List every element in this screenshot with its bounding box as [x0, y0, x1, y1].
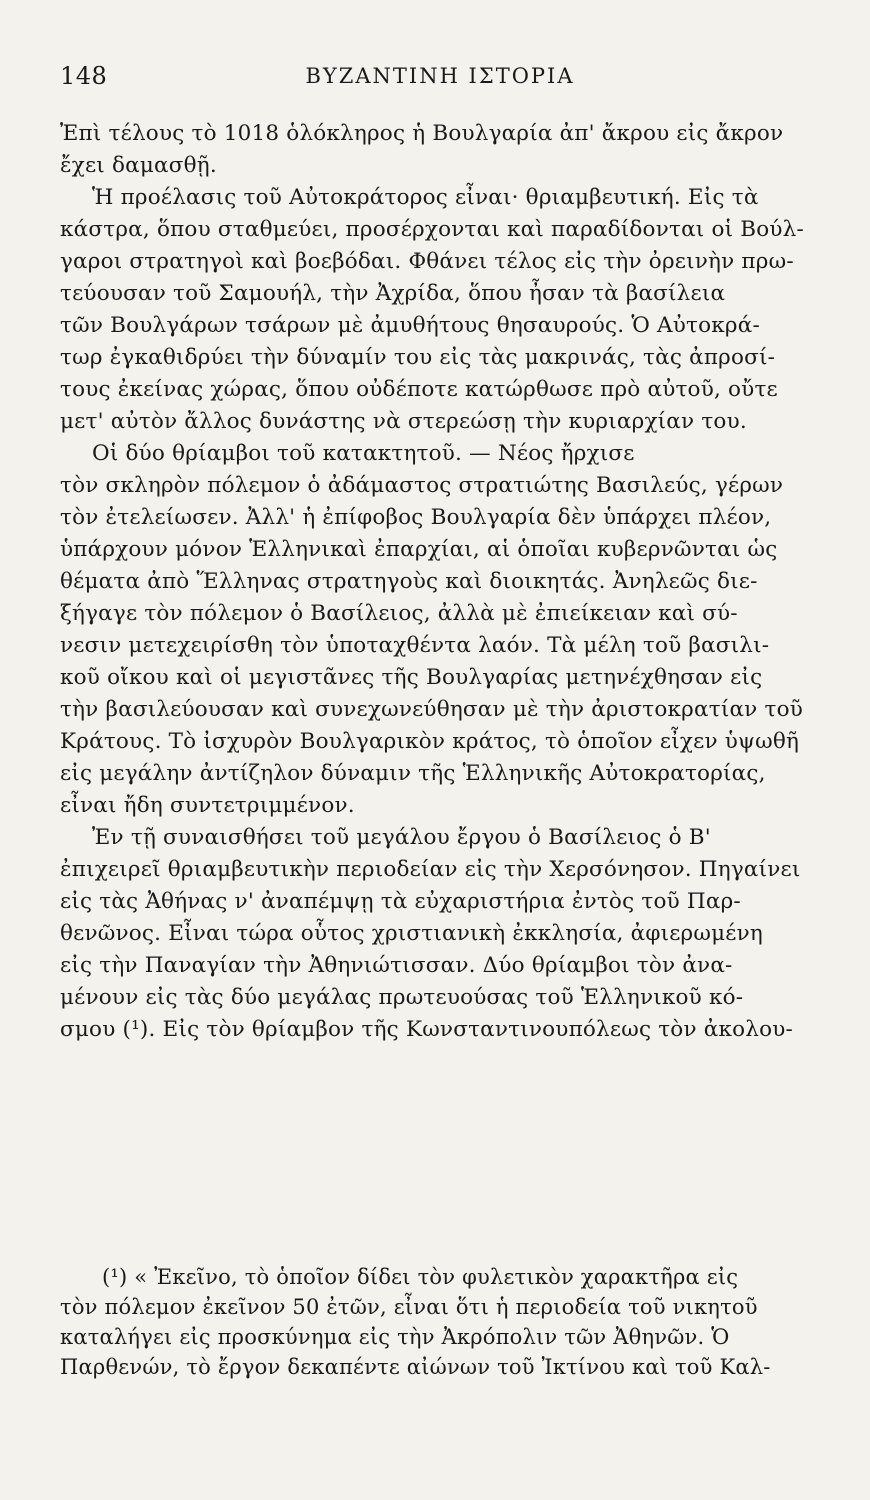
footnotes [60, 1262, 825, 1382]
text-line: ὑπάρχουν μόνον Ἑλληνικαὶ ἐπαρχίαι, αἱ ὁποῖαι κυβερνῶνται ὡς [60, 537, 778, 562]
text-line: τωρ ἐγκαθιδρύει τὴν δύναμίν του εἰς τὰς μακρινάς, τὰς ἀπροσί- [60, 345, 776, 370]
footnote-line: (¹) « Ἐκεῖνο, τὸ ὁποῖον δίδει τὸν φυλετικὸν χαρακτῆρα εἰς [102, 1265, 739, 1289]
text-line: νεσιν μετεχειρίσθη τὸν ὑποταχθέντα λαόν. Τὰ μέλη τοῦ βασιλι- [60, 633, 770, 658]
page-number: 148 [60, 62, 108, 90]
text-line: ξήγαγε τὸν πόλεμον ὁ Βασίλειος, ἀλλὰ μὲ ἐπιείκειαν καὶ σύ- [60, 601, 738, 626]
text-line: ἔχει δαμασθῇ. [60, 153, 217, 178]
text-line: γαροι στρατηγοὶ καὶ βοεβόδαι. Φθάνει τέλος εἰς τὴν ὀρεινὴν πρω- [60, 249, 794, 274]
text-line: εἰς τὰς Ἀθήνας ν' ἀναπέμψῃ τὰ εὐχαριστήρια ἐντὸς τοῦ Παρ- [60, 889, 741, 914]
text-line: τεύουσαν τοῦ Σαμουήλ, τὴν Ἀχρίδα, ὅπου ἦσαν τὰ βασίλεια [60, 281, 726, 306]
body-text [60, 118, 825, 1046]
text-line: Ἐν τῇ συναισθήσει τοῦ μεγάλου ἔργου ὁ Βασίλειος ὁ Β' [92, 825, 711, 850]
text-line: τους ἐκείνας χώρας, ὅπου οὐδέποτε κατώρθωσε πρὸ αὐτοῦ, οὔτε [60, 377, 778, 402]
text-line: εἶναι ἤδη συντετριμμένον. [60, 793, 355, 818]
footnote-line: καταλήγει εἰς προσκύνημα εἰς τὴν Ἀκρόπολιν τῶν Ἀθηνῶν. Ὁ [60, 1325, 730, 1349]
text-line: Ἐπὶ τέλους τὸ 1018 ὁλόκληρος ἡ Βουλγαρία ἀπ' ἄκρου εἰς ἄκρον [60, 121, 784, 146]
text-line: τὸν ἐτελείωσεν. Ἀλλ' ἡ ἐπίφοβος Βουλγαρία δὲν ὑπάρχει πλέον, [60, 505, 772, 530]
text-line: ἐπιχειρεῖ θριαμβευτικὴν περιοδείαν εἰς τὴν Χερσόνησον. Πηγαίνει [60, 857, 801, 882]
text-line: τὸν σκληρὸν πόλεμον ὁ ἀδάμαστος στρατιώτης Βασιλεύς, γέρων [60, 473, 784, 498]
text-line: Κράτους. Τὸ ἰσχυρὸν Βουλγαρικὸν κράτος, τὸ ὁποῖον εἶχεν ὑψωθῆ [60, 729, 800, 754]
text-line: Ἡ προέλασις τοῦ Αὐτοκράτορος εἶναι· θριαμβευτική. Εἰς τὰ [92, 185, 759, 210]
running-title: ΒΥΖΑΝΤΙΝΗ ΙΣΤΟΡΙΑ [305, 64, 575, 88]
text-line: εἰς μεγάλην ἀντίζηλον δύναμιν τῆς Ἑλληνικῆς Αὐτοκρατορίας, [60, 761, 766, 786]
text-line: θενῶνος. Εἶναι τώρα οὗτος χριστιανικὴ ἐκκλησία, ἀφιερωμένη [60, 921, 763, 946]
text-line: θέματα ἀπὸ Ἕλληνας στρατηγοὺς καὶ διοικητάς. Ἀνηλεῶς διε- [60, 569, 758, 594]
text-line: μετ' αὐτὸν ἄλλος δυνάστης νὰ στερεώσῃ τὴν κυριαρχίαν του. [60, 409, 747, 434]
footnote-line: Παρθενών, τὸ ἔργον δεκαπέντε αἰώνων τοῦ Ἰκτίνου καὶ τοῦ Καλ- [60, 1355, 771, 1379]
text-line: τῶν Βουλγάρων τσάρων μὲ ἀμυθήτους θησαυρούς. Ὁ Αὐτοκρά- [60, 313, 760, 338]
text-line: σμου (¹). Εἰς τὸν θρίαμβον τῆς Κωνσταντινουπόλεως τὸν ἀκολου- [60, 1017, 793, 1042]
text-line: κάστρα, ὅπου σταθμεύει, προσέρχονται καὶ παραδίδονται οἱ Βούλ- [60, 217, 804, 242]
text-line: κοῦ οἴκου καὶ οἱ μεγιστᾶνες τῆς Βουλγαρίας μετηνέχθησαν εἰς [60, 665, 763, 690]
text-line: τὴν βασιλεύουσαν καὶ συνεχωνεύθησαν μὲ τὴν ἀριστοκρατίαν τοῦ [60, 697, 803, 722]
text-line: εἰς τὴν Παναγίαν τὴν Ἀθηνιώτισσαν. Δύο θρίαμβοι τὸν ἀνα- [60, 953, 733, 978]
text-line: Οἱ δύο θρίαμβοι τοῦ κατακτητοῦ. — Νέος ἤρχισε [92, 441, 635, 466]
footnote-line: τὸν πόλεμον ἐκεῖνον 50 ἐτῶν, εἶναι ὅτι ἡ περιοδεία τοῦ νικητοῦ [60, 1295, 758, 1319]
page-header [60, 62, 820, 102]
text-line: μένουν εἰς τὰς δύο μεγάλας πρωτευούσας τοῦ Ἑλληνικοῦ κό- [60, 985, 744, 1010]
